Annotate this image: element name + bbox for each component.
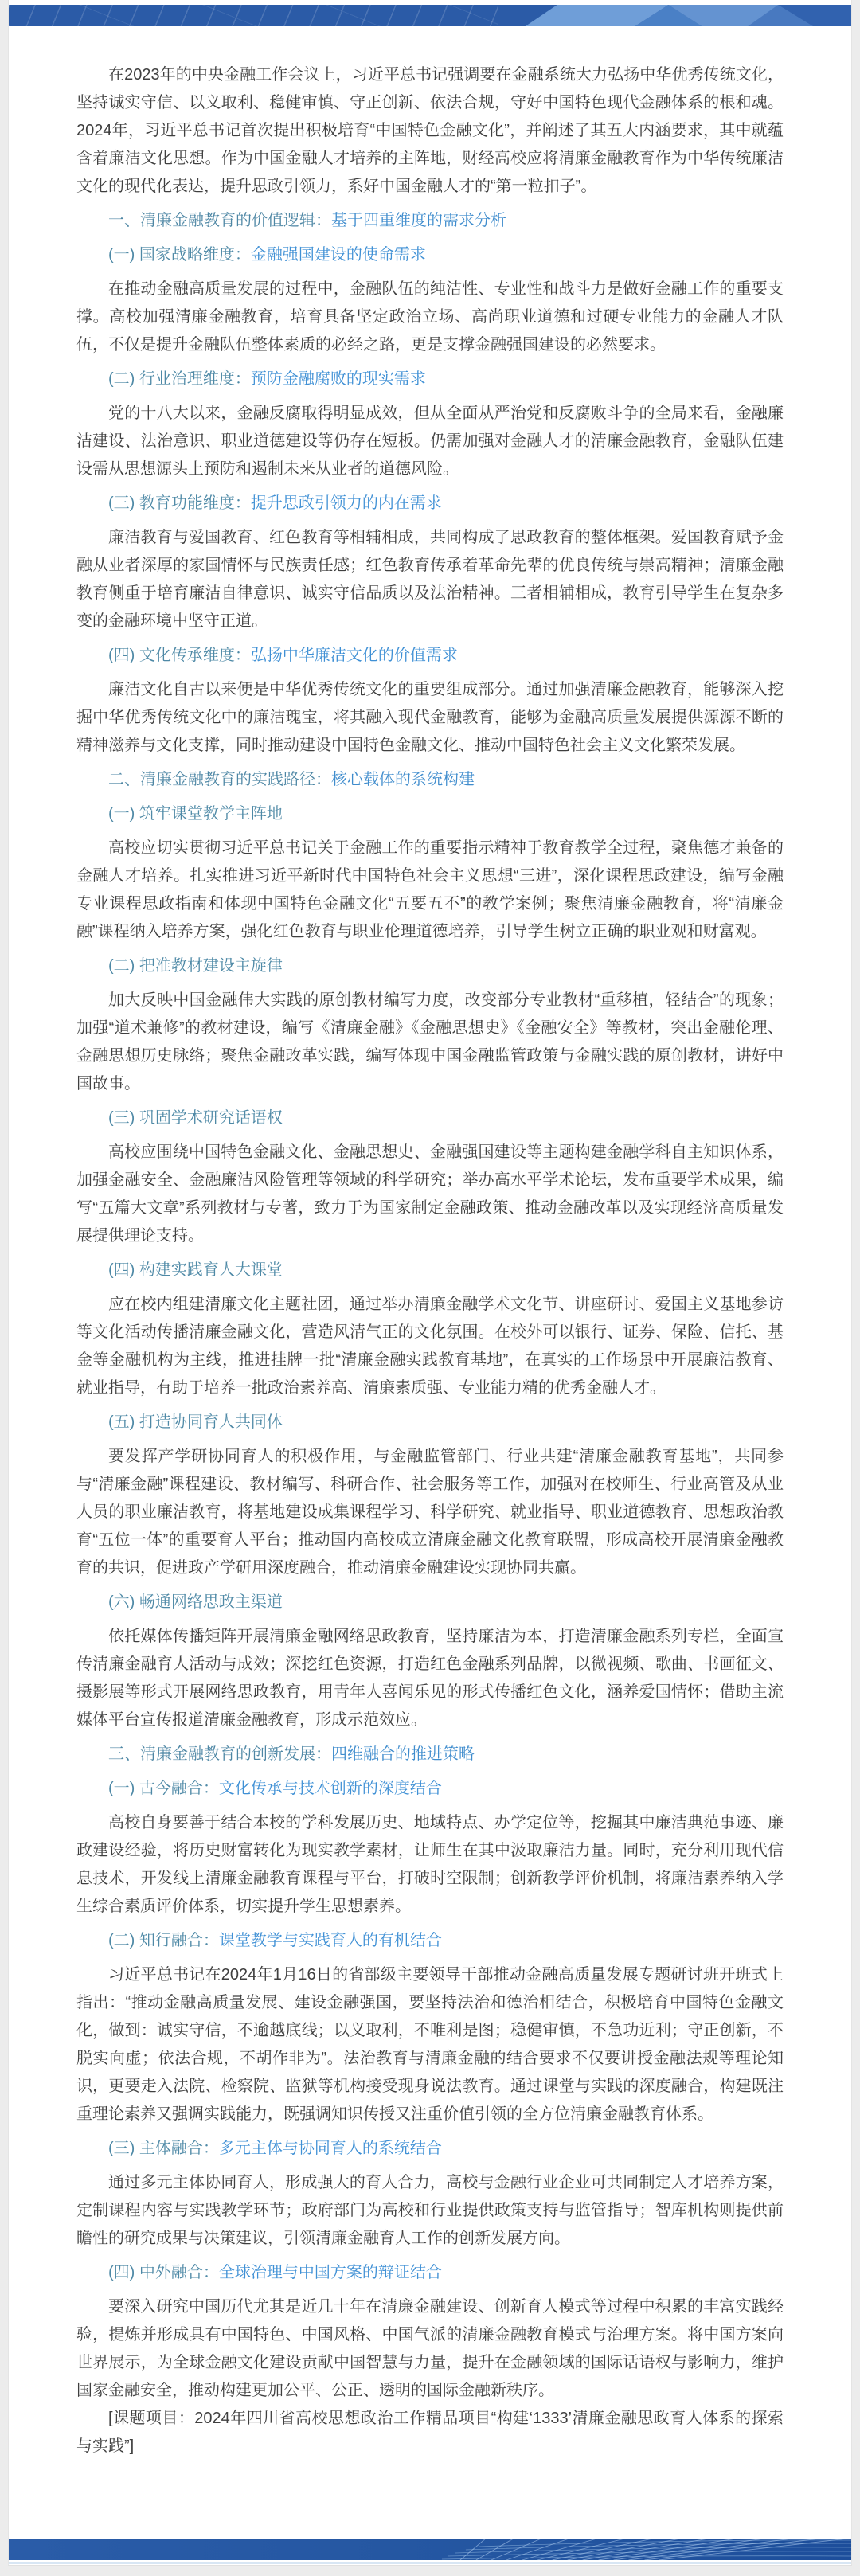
body-paragraph: 党的十八大以来，金融反腐取得明显成效，但从全面从严治党和反腐败斗争的全局来看，金融廉洁建设、法治意识、职业道德建设等仍存在短板。仍需加强对金融人才的清廉金融教育，金融队伍建设需从思想源头上预防和遏制未来从业者的道德风险。 <box>76 405 784 478</box>
section-heading <box>76 207 784 235</box>
footer-band <box>9 2539 851 2560</box>
subsection-heading-prefix: (一) 古今融合： <box>108 1780 219 1797</box>
subsection-heading <box>76 1927 784 1955</box>
document-body <box>76 207 784 2405</box>
subsection-heading <box>76 241 784 269</box>
subsection-heading-suffix: 弘扬中华廉洁文化的价值需求 <box>250 647 458 664</box>
subsection-heading-prefix: (四) 文化传承维度： <box>108 647 251 664</box>
subsection-heading <box>76 2135 784 2163</box>
section-heading-suffix: 基于四重维度的需求分析 <box>331 212 506 229</box>
subsection-heading <box>76 1409 784 1437</box>
subsection-heading <box>76 2259 784 2287</box>
header-band <box>9 5 851 26</box>
subsection-heading-prefix: (四) 中外融合： <box>108 2264 219 2281</box>
subsection-heading-prefix: (二) 把准教材建设主旋律 <box>108 957 283 975</box>
subsection-heading-prefix: (二) 行业治理维度： <box>108 370 251 388</box>
subsection-heading <box>76 800 784 828</box>
body-paragraph: 廉洁文化自古以来便是中华优秀传统文化的重要组成部分。通过加强清廉金融教育，能够深入挖掘中华优秀传统文化中的廉洁瑰宝，将其融入现代金融教育，能够为金融高质量发展提供源源不断的精神滋养与文化支撑，同时推动建设中国特色金融文化、推动中国特色社会主义文化繁荣发展。 <box>76 681 784 754</box>
subsection-heading-prefix: (一) 筑牢课堂教学主阵地 <box>108 805 283 823</box>
body-paragraph: 廉洁教育与爱国教育、红色教育等相辅相成，共同构成了思政教育的整体框架。爱国教育赋予金融从业者深厚的家国情怀与民族责任感；红色教育传承着革命先辈的优良传统与崇高精神；清廉金融教育侧重于培育廉洁自律意识、诚实守信品质以及法治精神。三者相辅相成，教育引导学生在复杂多变的金融环境中坚守正道。 <box>76 529 784 630</box>
subsection-heading <box>76 1775 784 1803</box>
document-card <box>8 0 852 2566</box>
body-paragraph: 通过多元主体协同育人，形成强大的育人合力，高校与金融行业企业可共同制定人才培养方案，定制课程内容与实践教学环节；政府部门为高校和行业提供政策支持与监管指导；智库机构则提供前瞻性的研究成果与决策建议，引领清廉金融育人工作的创新发展方向。 <box>76 2174 784 2247</box>
subsection-heading <box>76 952 784 980</box>
subsection-heading-prefix: (六) 畅通网络思政主渠道 <box>108 1593 283 1611</box>
section-heading-prefix: 二、清廉金融教育的实践路径： <box>108 771 331 788</box>
subsection-heading-suffix: 提升思政引领力的内在需求 <box>250 494 442 512</box>
subsection-heading-suffix: 全球治理与中国方案的辩证结合 <box>218 2264 442 2281</box>
section-heading <box>76 766 784 794</box>
subsection-heading-suffix: 金融强国建设的使命需求 <box>250 246 426 264</box>
intro-paragraph: 在2023年的中央金融工作会议上，习近平总书记强调要在金融系统大力弘扬中华优秀传统文化，坚持诚实守信、以义取利、稳健审慎、守正创新、依法合规，守好中国特色现代金融体系的根和魂。2024年，习近平总书记首次提出积极培育“中国特色金融文化”，并阐述了其五大内涵要求，其中就蕴含着廉洁文化思想。作为中国金融人才培养的主阵地，财经高校应将清廉金融教育作为中华传统廉洁文化的现代化表达，提升思政引领力，系好中国金融人才的“第一粒扣子”。 <box>76 66 784 195</box>
subsection-heading-suffix: 课堂教学与实践育人的有机结合 <box>218 1932 442 1949</box>
subsection-heading <box>76 1104 784 1132</box>
body-paragraph: 高校应围绕中国特色金融文化、金融思想史、金融强国建设等主题构建金融学科自主知识体系，加强金融安全、金融廉洁风险管理等领域的科学研究；举办高水平学术论坛，发布重要学术成果，编写“五篇大文章”系列教材与专著，致力于为国家制定金融政策、推动金融改革以及实现经济高质量发展提供理论支持。 <box>76 1143 784 1245</box>
subsection-heading <box>76 1589 784 1616</box>
body-paragraph: 应在校内组建清廉文化主题社团，通过举办清廉金融学术文化节、讲座研讨、爱国主义基地参访等文化活动传播清廉金融文化，营造风清气正的文化氛围。在校外可以银行、证券、保险、信托、基金等金融机构为主线，推进挂牌一批“清廉金融实践教育基地”，在真实的工作场景中开展廉洁教育、就业指导，有助于培养一批政治素养高、清廉素质强、专业能力精的优秀金融人才。 <box>76 1296 784 1397</box>
subsection-heading-prefix: (三) 教育功能维度： <box>108 494 251 512</box>
section-heading-prefix: 一、清廉金融教育的价值逻辑： <box>108 212 331 229</box>
section-heading-prefix: 三、清廉金融教育的创新发展： <box>108 1745 331 1763</box>
subsection-heading-suffix: 多元主体与协同育人的系统结合 <box>218 2140 442 2157</box>
subsection-heading-prefix: (三) 巩固学术研究话语权 <box>108 1109 283 1127</box>
section-heading-suffix: 核心载体的系统构建 <box>331 771 475 788</box>
subsection-heading-suffix: 预防金融腐败的现实需求 <box>250 370 426 388</box>
body-paragraph: 高校自身要善于结合本校的学科发展历史、地域特点、办学定位等，挖掘其中廉洁典范事迹、廉政建设经验，将历史财富转化为现实教学素材，让师生在其中汲取廉洁力量。同时，充分利用现代信息技术，开发线上清廉金融教育课程与平台，打破时空限制；创新教学评价机制，将廉洁素养纳入学生综合素质评价体系，切实提升学生思想素养。 <box>76 1814 784 1915</box>
footer-band-underline <box>9 2562 851 2564</box>
body-paragraph: 在推动金融高质量发展的过程中，金融队伍的纯洁性、专业性和战斗力是做好金融工作的重要支撑。高校加强清廉金融教育，培育具备坚定政治立场、高尚职业道德和过硬专业能力的金融人才队伍，不仅是提升金融队伍整体素质的必经之路，更是支撑金融强国建设的必然要求。 <box>76 280 784 354</box>
subsection-heading <box>76 365 784 393</box>
body-paragraph: 依托媒体传播矩阵开展清廉金融网络思政教育，坚持廉洁为本，打造清廉金融系列专栏，全面宣传清廉金融育人活动与成效；深挖红色资源，打造红色金融系列品牌，以微视频、歌曲、书画征文、摄影展等形式开展网络思政教育，用青年人喜闻乐见的形式传播红色文化，涵养爱国情怀；借助主流媒体平台宣传报道清廉金融教育，形成示范效应。 <box>76 1628 784 1729</box>
subsection-heading-suffix: 文化传承与技术创新的深度结合 <box>218 1780 442 1797</box>
subsection-heading-prefix: (五) 打造协同育人共同体 <box>108 1413 283 1431</box>
section-heading-suffix: 四维融合的推进策略 <box>331 1745 475 1763</box>
body-paragraph: 要深入研究中国历代尤其是近几十年在清廉金融建设、创新育人模式等过程中积累的丰富实践经验，提炼并形成具有中国特色、中国风格、中国气派的清廉金融教育模式与治理方案。将中国方案向世界展示，为全球金融文化建设贡献中国智慧与力量，提升在金融领域的国际话语权与影响力，维护国家金融安全，推动构建更加公平、公正、透明的国际金融新秩序。 <box>76 2298 784 2399</box>
subsection-heading-prefix: (四) 构建实践育人大课堂 <box>108 1261 283 1279</box>
body-paragraph: 加大反映中国金融伟大实践的原创教材编写力度，改变部分专业教材“重移植，轻结合”的现象；加强“道术兼修”的教材建设，编写《清廉金融》《金融思想史》《金融安全》等教材，突出金融伦理、金融思想历史脉络；聚焦金融改革实践，编写体现中国金融监管政策与金融实践的原创教材，讲好中国故事。 <box>76 991 784 1093</box>
subsection-heading <box>76 490 784 518</box>
body-paragraph: 习近平总书记在2024年1月16日的省部级主要领导干部推动金融高质量发展专题研讨班开班式上指出：“推动金融高质量发展、建设金融强国，要坚持法治和德治相结合，积极培育中国特色金融文化，做到：诚实守信，不逾越底线；以义取利，不唯利是图；稳健审慎，不急功近利；守正创新，不脱实向虚；依法合规，不胡作非为”。法治教育与清廉金融的结合要求不仅要讲授金融法规等理论知识，更要走入法院、检察院、监狱等机构接受现身说法教育。通过课堂与实践的深度融合，构建既注重理论素养又强调实践能力，既强调知识传授又注重价值引领的全方位清廉金融教育体系。 <box>76 1966 784 2123</box>
footer-band-mesh-pattern <box>9 2539 851 2560</box>
subsection-heading-prefix: (一) 国家战略维度： <box>108 246 251 264</box>
subsection-heading-prefix: (二) 知行融合： <box>108 1932 219 1949</box>
section-heading <box>76 1741 784 1769</box>
body-paragraph: 高校应切实贯彻习近平总书记关于金融工作的重要指示精神于教育教学全过程，聚焦德才兼备的金融人才培养。扎实推进习近平新时代中国特色社会主义思想“三进”，深化课程思政建设，编写金融专业课程思政指南和体现中国特色金融文化“五要五不”的教学案例；聚焦清廉金融教育，将“清廉金融”课程纳入培养方案，强化红色教育与职业伦理道德培养，引导学生树立正确的职业观和财富观。 <box>76 839 784 940</box>
body-paragraph: 要发挥产学研协同育人的积极作用，与金融监管部门、行业共建“清廉金融教育基地”，共同参与“清廉金融”课程建设、教材编写、科研合作、社会服务等工作，加强对在校师生、行业高管及从业人员的职业廉洁教育，将基地建设成集课程学习、科学研究、就业指导、职业道德教育、思想政治教育“五位一体”的重要育人平台；推动国内高校成立清廉金融文化教育联盟，形成高校开展清廉金融教育的共识，促进政产学研用深度融合，推动清廉金融建设实现协同共赢。 <box>76 1448 784 1577</box>
project-footnote: [课题项目：2024年四川省高校思想政治工作精品项目“构建‘1333’清廉金融思政育人体系的探索与实践”] <box>76 2410 784 2455</box>
subsection-heading <box>76 642 784 670</box>
subsection-heading-prefix: (三) 主体融合： <box>108 2140 219 2157</box>
subsection-heading <box>76 1257 784 1284</box>
document-content <box>76 61 784 2461</box>
header-band-chevrons <box>9 5 851 26</box>
